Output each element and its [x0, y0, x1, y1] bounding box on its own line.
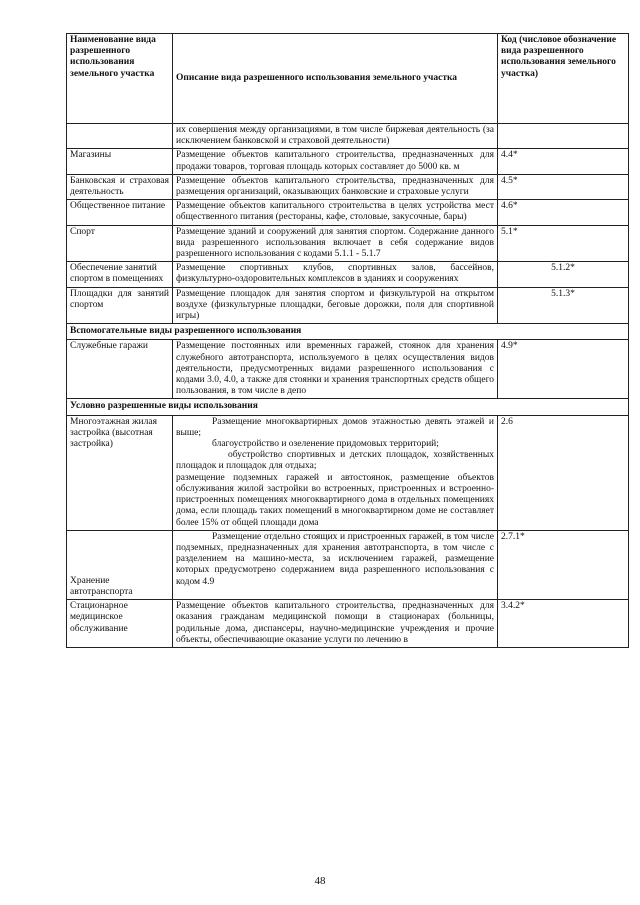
row-description: Размещение спортивных клубов, спортивных залов, бассейнов, физкультурно-оздоровительных комплексов в зданиях и сооружениях: [173, 262, 498, 287]
section-conditional-title: Условно разрешенные виды использования: [67, 399, 629, 415]
row-name: Площадки для занятий спортом: [67, 287, 173, 324]
header-code: Код (числовое обозначение вида разрешенного использования земельного участка): [498, 34, 629, 124]
table-row: [67, 530, 629, 599]
description-paragraph: размещение подземных гаражей и автостоянок, размещение объектов обслуживания жилой застройки во встроенных, пристроенных и встроенно-пристроенных помещениях многоквартирного дома в отдельных помещениях дома, если площадь таких помещений в многоквартирном доме не составляет более 15% от общей площади дома: [176, 472, 494, 528]
row-name: Многоэтажная жилая застройка (высотная застройка): [67, 415, 173, 530]
row-name: Спорт: [67, 225, 173, 262]
row-name: Хранение автотранспорта: [70, 575, 133, 597]
row-description: Размещение зданий и сооружений для занятия спортом. Содержание данного вида разрешенного использования включает в себя содержание видов разрешенного использования с кодами 5.1.1 - 5.1.7: [173, 225, 498, 262]
table-row: [67, 149, 629, 174]
header-name: Наименование вида разрешенного использования земельного участка: [67, 34, 173, 124]
description-paragraph: Размещение отдельно стоящих и пристроенных гаражей, в том числе подземных, предназначенных для хранения автотранспорта, в том числе с разделением на машино-места, за исключением гаражей, размещение которых предусмотрено содержанием вида разрешенного использования с кодом 4.9: [176, 531, 494, 587]
table-row: [67, 415, 629, 530]
row-name: [67, 124, 173, 149]
row-name: Стационарное медицинское обслуживание: [67, 600, 173, 648]
row-description: Размещение площадок для занятия спортом и физкультурой на открытом воздухе (физкультурные площадки, беговые дорожки, поля для спортивной игры): [173, 287, 498, 324]
row-description: их совершения между организациями, в том числе биржевая деятельность (за исключением банковской и страховой деятельности): [173, 124, 498, 149]
row-description: Размещение объектов капитального строительства в целях устройства мест общественного питания (рестораны, кафе, столовые, закусочные, бары): [173, 200, 498, 225]
row-name-cell: [67, 530, 173, 599]
description-paragraph: благоустройство и озеленение придомовых территорий;: [212, 439, 439, 450]
row-description: Размещение объектов капитального строительства, предназначенных для размещения организаций, оказывающих банковские и страховые услуги: [173, 174, 498, 199]
row-code: 3.4.2*: [498, 600, 629, 648]
table-row: [67, 287, 629, 324]
table-row: [67, 340, 629, 399]
section-auxiliary-title: Вспомогательные виды разрешенного использования: [67, 324, 629, 340]
header-description: Описание вида разрешенного использования земельного участка: [173, 34, 498, 124]
table-row: [67, 600, 629, 648]
row-code: 4.5*: [498, 174, 629, 199]
row-description: [173, 530, 498, 599]
section-row: [67, 324, 629, 340]
row-name: Служебные гаражи: [67, 340, 173, 399]
row-code: 2.6: [498, 415, 629, 530]
table-header-row: [67, 34, 629, 124]
table-row: [67, 262, 629, 287]
row-code: 5.1*: [498, 225, 629, 262]
document-page: [66, 33, 628, 648]
section-row: [67, 399, 629, 415]
row-code: 5.1.2*: [498, 262, 629, 287]
row-description: [173, 415, 498, 530]
row-description: Размещение объектов капитального строительства, предназначенных для оказания гражданам медицинской помощи в стационарах (больницы, родильные дома, диспансеры, научно-медицинские учреждения и прочие объекты, обеспечивающие оказание услуги по лечению в: [173, 600, 498, 648]
row-code: 4.9*: [498, 340, 629, 399]
land-use-table: [66, 33, 629, 648]
row-name: Обеспечение занятий спортом в помещениях: [67, 262, 173, 287]
table-row: [67, 225, 629, 262]
description-paragraph: Размещение многоквартирных домов этажностью девять этажей и выше;: [176, 416, 494, 438]
row-code: 5.1.3*: [498, 287, 629, 324]
row-code: 4.6*: [498, 200, 629, 225]
row-name: Банковская и страховая деятельность: [67, 174, 173, 199]
row-code: 2.7.1*: [498, 530, 629, 599]
table-row: [67, 124, 629, 149]
row-name: Общественное питание: [67, 200, 173, 225]
row-code: [498, 124, 629, 149]
row-description: Размещение постоянных или временных гаражей, стоянок для хранения служебного автотранспорта, используемого в целях осуществления видов деятельности, предусмотренных видами разрешенного использования с кодами 3.0, 4.0, а также для стоянки и хранения транспортных средств общего пользования, в том числе в депо: [173, 340, 498, 399]
row-name: Магазины: [67, 149, 173, 174]
table-row: [67, 200, 629, 225]
description-paragraph: обустройство спортивных и детских площадок, хозяйственных площадок и площадок для отдыха;: [176, 450, 494, 472]
table-row: [67, 174, 629, 199]
row-code: 4.4*: [498, 149, 629, 174]
page-number: 48: [314, 875, 326, 887]
row-description: Размещение объектов капитального строительства, предназначенных для продажи товаров, торговая площадь которых составляет до 5000 кв. м: [173, 149, 498, 174]
